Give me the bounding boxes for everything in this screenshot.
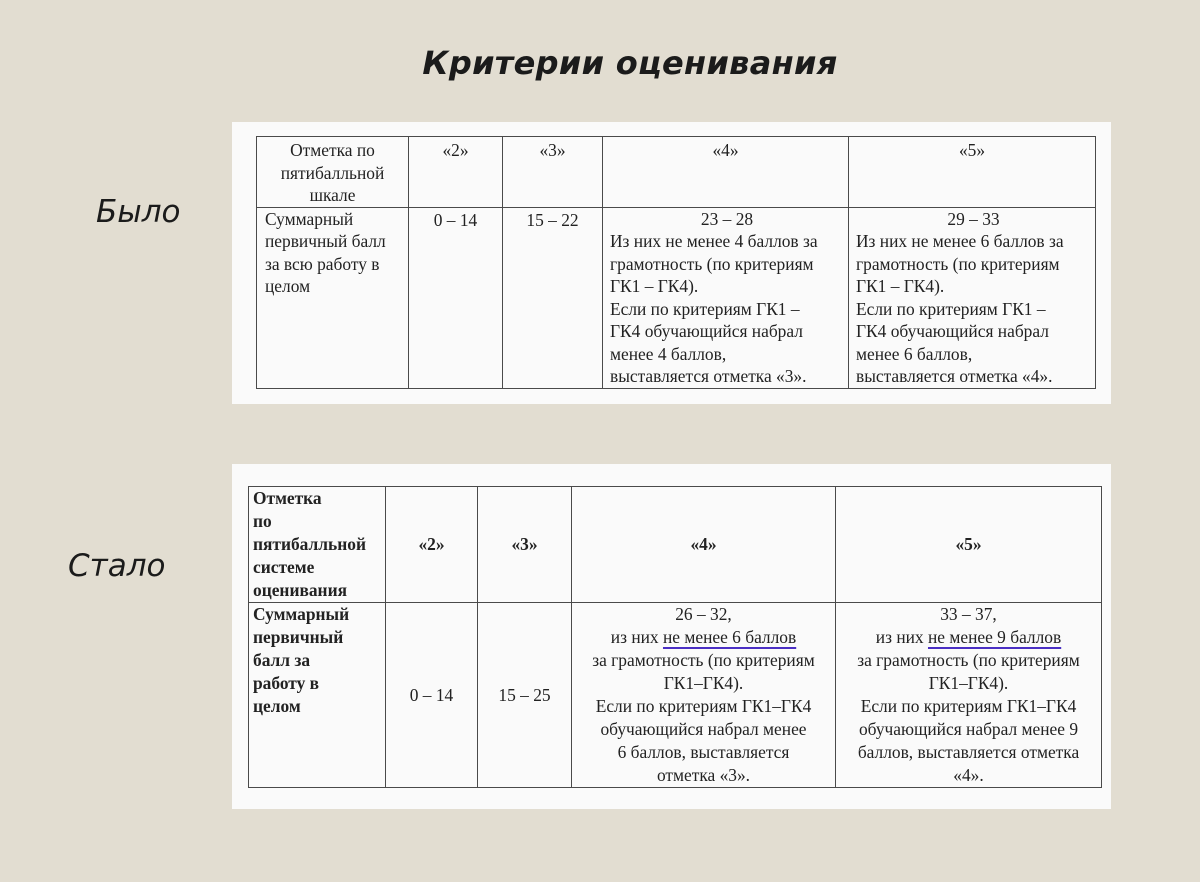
criteria-line: грамотность (по критериям <box>856 253 1060 274</box>
row-label-line: Суммарный <box>253 604 350 624</box>
before-criteria-table <box>256 136 1096 389</box>
header-line: пятибалльной <box>280 162 385 183</box>
table-row <box>257 207 1096 388</box>
criteria-line: ГК4 обучающийся набрал <box>610 321 803 341</box>
criteria-line: Если по критериям ГК1–ГК4 <box>860 696 1077 716</box>
grade-4-criteria <box>603 207 849 388</box>
header-grade-2: «2» <box>386 487 478 603</box>
grade-4-range: 23 – 28 <box>700 208 754 229</box>
criteria-line: отметка «3». <box>656 765 751 785</box>
header-line: по <box>253 511 272 531</box>
header-grade-4: «4» <box>603 137 849 208</box>
header-line: пятибалльной <box>253 534 366 554</box>
page-title: Критерии оценивания <box>422 44 838 82</box>
table-header-row <box>257 137 1096 208</box>
after-label: Стало <box>68 548 166 584</box>
criteria-line: ГК1–ГК4). <box>928 673 1009 693</box>
criteria-line <box>574 626 833 649</box>
row-label-line: целом <box>253 696 301 716</box>
criteria-line: Из них не менее 6 баллов за <box>856 231 1064 251</box>
criteria-prefix: из них <box>875 627 928 647</box>
header-scale-cell <box>249 487 386 603</box>
criteria-line: менее 6 баллов, <box>856 343 973 364</box>
header-grade-5: «5» <box>836 487 1102 603</box>
after-table-card <box>232 464 1111 809</box>
row-label-line: за всю работу в <box>265 253 380 274</box>
header-grade-3: «3» <box>503 137 603 208</box>
row-label-line: первичный <box>253 627 344 647</box>
row-label-line: балл за <box>253 650 311 670</box>
before-table-card <box>232 122 1111 404</box>
criteria-line: Если по критериям ГК1 – <box>856 298 1046 319</box>
header-line: Отметка <box>253 488 322 508</box>
grade-4-criteria <box>572 603 836 788</box>
criteria-line: за грамотность (по критериям <box>857 650 1080 670</box>
row-label-line: Суммарный <box>265 208 354 229</box>
criteria-line: Если по критериям ГК1–ГК4 <box>595 696 812 716</box>
header-line: оценивания <box>253 580 348 600</box>
grade-5-range: 33 – 37, <box>940 604 997 624</box>
row-label-cell <box>249 603 386 788</box>
after-criteria-table <box>248 486 1102 788</box>
criteria-line: ГК1 – ГК4). <box>856 276 945 296</box>
row-label-line: работу в <box>253 673 320 693</box>
grade-5-criteria <box>849 207 1096 388</box>
criteria-line: ГК1–ГК4). <box>663 673 744 693</box>
grade-5-range: 29 – 33 <box>947 208 1000 229</box>
table-header-row <box>249 487 1102 603</box>
criteria-line: менее 4 баллов, <box>610 343 727 364</box>
grade-3-range: 15 – 25 <box>478 603 572 788</box>
criteria-line: обучающийся набрал менее <box>600 719 807 739</box>
criteria-line: выставляется отметка «3». <box>610 366 807 386</box>
criteria-line: грамотность (по критериям <box>610 253 814 274</box>
criteria-line: ГК4 обучающийся набрал <box>856 321 1049 341</box>
criteria-line: «4». <box>953 765 984 785</box>
header-grade-2: «2» <box>409 137 503 208</box>
criteria-line <box>838 626 1099 649</box>
table-row <box>249 603 1102 788</box>
criteria-line: Из них не менее 4 баллов за <box>610 231 818 251</box>
grade-2-range: 0 – 14 <box>386 603 478 788</box>
criteria-prefix: из них <box>610 627 663 647</box>
criteria-line: ГК1 – ГК4). <box>610 276 699 296</box>
criteria-line: выставляется отметка «4». <box>856 366 1053 386</box>
criteria-line: за грамотность (по критериям <box>592 650 815 670</box>
header-grade-3: «3» <box>478 487 572 603</box>
criteria-line: 6 баллов, выставляется <box>617 742 790 762</box>
before-label: Было <box>96 194 181 230</box>
row-label-line: первичный балл <box>265 231 386 251</box>
header-line: системе <box>253 557 315 577</box>
criteria-line: обучающийся набрал менее 9 <box>858 719 1079 739</box>
header-line: шкале <box>309 185 356 205</box>
underlined-min-points: не менее 9 баллов <box>927 627 1062 647</box>
row-label-line: целом <box>265 276 311 296</box>
criteria-line: Если по критериям ГК1 – <box>610 298 800 319</box>
header-grade-5: «5» <box>849 137 1096 208</box>
header-scale-cell <box>257 137 409 208</box>
header-line: Отметка по <box>290 140 375 160</box>
grade-5-criteria <box>836 603 1102 788</box>
grade-3-range: 15 – 22 <box>503 207 603 388</box>
criteria-line: баллов, выставляется отметка <box>857 742 1080 762</box>
underlined-min-points: не менее 6 баллов <box>662 627 797 647</box>
row-label-cell <box>257 207 409 388</box>
grade-4-range: 26 – 32, <box>675 604 732 624</box>
header-grade-4: «4» <box>572 487 836 603</box>
grade-2-range: 0 – 14 <box>409 207 503 388</box>
